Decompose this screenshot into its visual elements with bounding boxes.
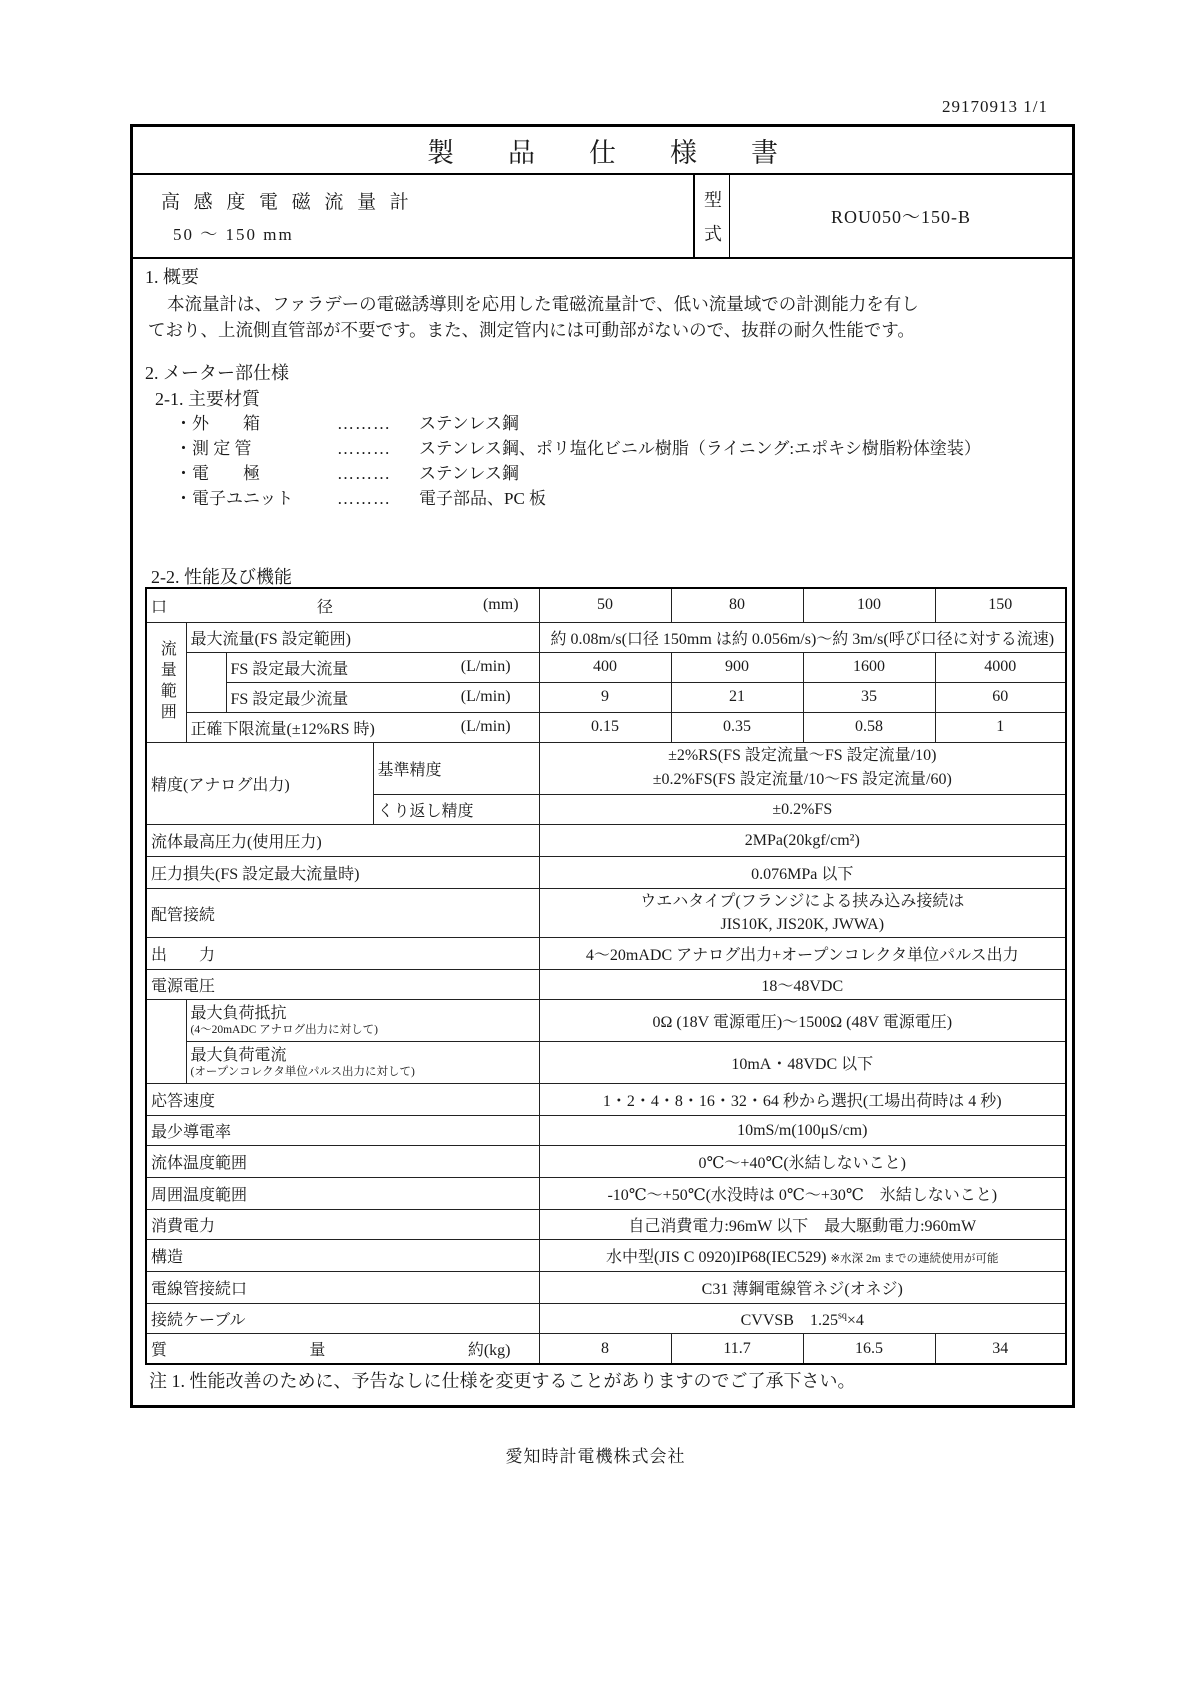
footnote: 注 1. 性能改善のために、予告なしに仕様を変更することがありますのでご了承下さい。: [149, 1371, 856, 1391]
spec-table: [145, 587, 1067, 1365]
load-current-value: 10mA・48VDC 以下: [539, 1042, 1066, 1084]
mass-label-left: 質: [151, 1342, 168, 1360]
ambient-temp-value: -10℃～+50℃(水没時は 0℃～+30℃ 氷結しないこと): [539, 1178, 1066, 1210]
row-diameter: [146, 588, 1066, 622]
fs-max-unit: (L/min): [460, 658, 511, 675]
output-value: 4～20mADC アナログ出力+オープンコレクタ単位パルス出力: [539, 938, 1066, 970]
fluid-temp-value: 0℃～+40℃(氷結しないこと): [539, 1146, 1066, 1178]
material-label: ・外 箱: [175, 414, 260, 433]
max-pressure-label: 流体最高圧力(使用圧力): [146, 825, 539, 857]
power-value: 18～48VDC: [539, 970, 1066, 1000]
cable-value-sup: sq: [837, 1311, 847, 1323]
diameter-value: 80: [671, 588, 803, 622]
max-flow-value: 約 0.08m/s(口径 150mm は約 0.056m/s)～約 3m/s(呼び口径に対する流速): [539, 622, 1066, 652]
row-fs-min: [146, 682, 1066, 712]
conductivity-value: 10mS/m(100μS/cm): [539, 1116, 1066, 1146]
row-response: [146, 1084, 1066, 1116]
materials-heading: 2-1. 主要材質: [155, 389, 260, 409]
row-ambient-temp: [146, 1178, 1066, 1210]
accurate-lower-unit: (L/min): [460, 718, 511, 735]
accuracy-reference-label: 基準精度: [373, 742, 539, 795]
load-resistance-label: 最大負荷抵抗: [190, 1005, 287, 1023]
fs-max-value: 1600: [803, 652, 935, 682]
row-fluid-temp: [146, 1146, 1066, 1178]
fs-max-value: 400: [539, 652, 671, 682]
fs-max-label-cell: [226, 652, 539, 682]
accuracy-reference-value-cell: [539, 742, 1066, 795]
max-flow-label: 最大流量(FS 設定範囲): [186, 622, 539, 652]
mass-value: 34: [935, 1334, 1066, 1364]
row-output: [146, 938, 1066, 970]
row-max-pressure: [146, 825, 1066, 857]
response-value: 1・2・4・8・16・32・64 秒から選択(工場出荷時は 4 秒): [539, 1084, 1066, 1116]
fs-min-value: 9: [539, 682, 671, 712]
fs-max-value: 4000: [935, 652, 1066, 682]
flow-range-group-label: 流量範囲: [158, 640, 176, 724]
mass-value: 16.5: [803, 1334, 935, 1364]
company-name: 愛知時計電機株式会社: [505, 1447, 686, 1466]
material-value: ステンレス鋼、ポリ塩化ビニル樹脂（ライニング:エポキシ樹脂粉体塗装）: [419, 439, 981, 458]
document-frame: [130, 124, 1075, 1408]
load-current-label-cell: [186, 1042, 539, 1084]
row-power: [146, 970, 1066, 1000]
diameter-value: 50: [539, 588, 671, 622]
mass-value: 11.7: [671, 1334, 803, 1364]
load-resistance-sublabel: (4～20mADC アナログ出力に対して): [190, 1024, 379, 1037]
row-structure: [146, 1240, 1066, 1272]
cable-label: 接続ケーブル: [146, 1304, 539, 1334]
accuracy-repeat-value: ±0.2%FS: [539, 795, 1066, 825]
mass-unit: 約(kg): [467, 1342, 511, 1360]
ambient-temp-label: 周囲温度範囲: [146, 1178, 539, 1210]
accurate-lower-label-cell: [186, 712, 539, 742]
model-label-cell: [693, 175, 730, 257]
row-accuracy-reference: [146, 742, 1066, 795]
overview-line2: ており、上流側直管部が不要です。また、測定管内には可動部がないので、抜群の耐久性能です。: [148, 320, 915, 340]
load-current-sublabel: (オープンコレクタ単位パルス出力に対して): [190, 1066, 415, 1079]
structure-value: 水中型(JIS C 0920)IP68(IEC529): [605, 1249, 827, 1267]
power-consumption-value: 自己消費電力:96mW 以下 最大駆動電力:960mW: [539, 1210, 1066, 1240]
material-dots: ………: [337, 464, 391, 483]
material-item: [175, 409, 981, 434]
overview-line1: 本流量計は、ファラデーの電磁誘導則を応用した電磁流量計で、低い流量域での計測能力を有し: [167, 294, 919, 314]
fs-min-label-cell: [226, 682, 539, 712]
product-name-cell: [133, 175, 693, 257]
material-dots: ………: [337, 489, 391, 508]
row-load-resistance: [146, 1000, 1066, 1042]
load-resistance-label-cell: [186, 1000, 539, 1042]
fs-min-unit: (L/min): [460, 688, 511, 705]
accurate-lower-value: 1: [935, 712, 1066, 742]
row-conduit: [146, 1272, 1066, 1304]
row-conductivity: [146, 1116, 1066, 1146]
fs-indent-cell: [186, 652, 226, 712]
diameter-value: 150: [935, 588, 1066, 622]
row-fs-max: [146, 652, 1066, 682]
output-label: 出 力: [146, 938, 539, 970]
fs-max-value: 900: [671, 652, 803, 682]
accuracy-reference-line1: ±2%RS(FS 設定流量～FS 設定流量/10): [668, 746, 937, 764]
structure-note: ※水深 2m までの連続使用が可能: [830, 1253, 999, 1266]
mass-label-cell: [146, 1334, 539, 1364]
accuracy-repeat-label: くり返し精度: [373, 795, 539, 825]
material-value: ステンレス鋼: [419, 414, 519, 433]
power-consumption-label: 消費電力: [146, 1210, 539, 1240]
material-dots: ………: [337, 414, 391, 433]
piping-line2: JIS10K, JIS20K, JWWA): [720, 916, 885, 934]
fs-min-value: 35: [803, 682, 935, 712]
material-item: [175, 459, 981, 484]
row-pressure-loss: [146, 857, 1066, 889]
max-pressure-value: 2MPa(20kgf/cm²): [539, 825, 1066, 857]
material-label: ・測 定 管: [175, 439, 252, 458]
fs-min-value: 21: [671, 682, 803, 712]
row-accurate-lower: [146, 712, 1066, 742]
piping-line1: ウエハタイプ(フランジによる挟み込み接続は: [640, 893, 965, 911]
page-number: 29170913 1/1: [942, 97, 1048, 116]
conduit-value: C31 薄鋼電線管ネジ(オネジ): [539, 1272, 1066, 1304]
fs-min-value: 60: [935, 682, 1066, 712]
row-cable: [146, 1304, 1066, 1334]
row-load-current: [146, 1042, 1066, 1084]
material-value: ステンレス鋼: [419, 464, 519, 483]
structure-value-cell: [539, 1240, 1066, 1272]
piping-label: 配管接続: [146, 889, 539, 938]
diameter-value: 100: [803, 588, 935, 622]
mass-label-mid: 量: [309, 1342, 326, 1360]
accurate-lower-value: 0.35: [671, 712, 803, 742]
accurate-lower-label: 正確下限流量(±12%RS 時): [190, 720, 375, 738]
conduit-label: 電線管接続口: [146, 1272, 539, 1304]
piping-value-cell: [539, 889, 1066, 938]
fluid-temp-label: 流体温度範囲: [146, 1146, 539, 1178]
product-name: 高感度電磁流量計: [161, 192, 423, 213]
diameter-label-cell: [146, 588, 539, 622]
meter-section-heading: 2. メーター部仕様: [145, 363, 289, 383]
conductivity-label: 最少導電率: [146, 1116, 539, 1146]
structure-label: 構造: [146, 1240, 539, 1272]
power-indent-cell: [146, 1000, 186, 1084]
material-dots: ………: [337, 439, 391, 458]
accuracy-reference-line2: ±0.2%FS(FS 設定流量/10～FS 設定流量/60): [652, 771, 952, 789]
load-current-label: 最大負荷電流: [190, 1047, 287, 1065]
row-max-flow: [146, 622, 1066, 652]
cable-value-cell: [539, 1304, 1066, 1334]
diameter-unit: (mm): [482, 596, 519, 614]
document-title: 製品仕様書: [427, 137, 832, 168]
cable-value-post: ×4: [846, 1312, 864, 1330]
accurate-lower-value: 0.58: [803, 712, 935, 742]
row-power-consumption: [146, 1210, 1066, 1240]
load-resistance-value: 0Ω (18V 電源電圧)～1500Ω (48V 電源電圧): [539, 1000, 1066, 1042]
row-mass: [146, 1334, 1066, 1364]
material-item: [175, 434, 981, 459]
accurate-lower-value: 0.15: [539, 712, 671, 742]
pressure-loss-label: 圧力損失(FS 設定最大流量時): [146, 857, 539, 889]
model-value-cell: ROU050～150-B: [830, 207, 971, 227]
material-item: [175, 484, 981, 509]
document-title-row: [133, 127, 1072, 175]
mass-value: 8: [539, 1334, 671, 1364]
response-label: 応答速度: [146, 1084, 539, 1116]
materials-list: [175, 409, 981, 509]
fs-max-label: FS 設定最大流量: [230, 660, 349, 678]
diameter-label-mid: 径: [316, 598, 333, 616]
model-label: 型式: [702, 190, 722, 258]
power-label: 電源電圧: [146, 970, 539, 1000]
material-value: 電子部品、PC 板: [419, 489, 547, 508]
performance-heading: 2-2. 性能及び機能: [151, 567, 292, 587]
material-label: ・電 極: [175, 464, 260, 483]
flow-range-group-label-cell: [146, 622, 186, 742]
pressure-loss-value: 0.076MPa 以下: [539, 857, 1066, 889]
row-piping: [146, 889, 1066, 938]
fs-min-label: FS 設定最少流量: [230, 690, 349, 708]
accuracy-label: 精度(アナログ出力): [146, 742, 373, 825]
material-label: ・電子ユニット: [175, 489, 294, 508]
diameter-label-left: 口: [151, 598, 168, 616]
cable-value-pre: CVVSB 1.25: [740, 1312, 838, 1330]
overview-heading: 1. 概要: [145, 267, 199, 287]
product-size-range: 50 ～ 150 mm: [173, 225, 294, 244]
product-header-row: [133, 175, 1072, 259]
